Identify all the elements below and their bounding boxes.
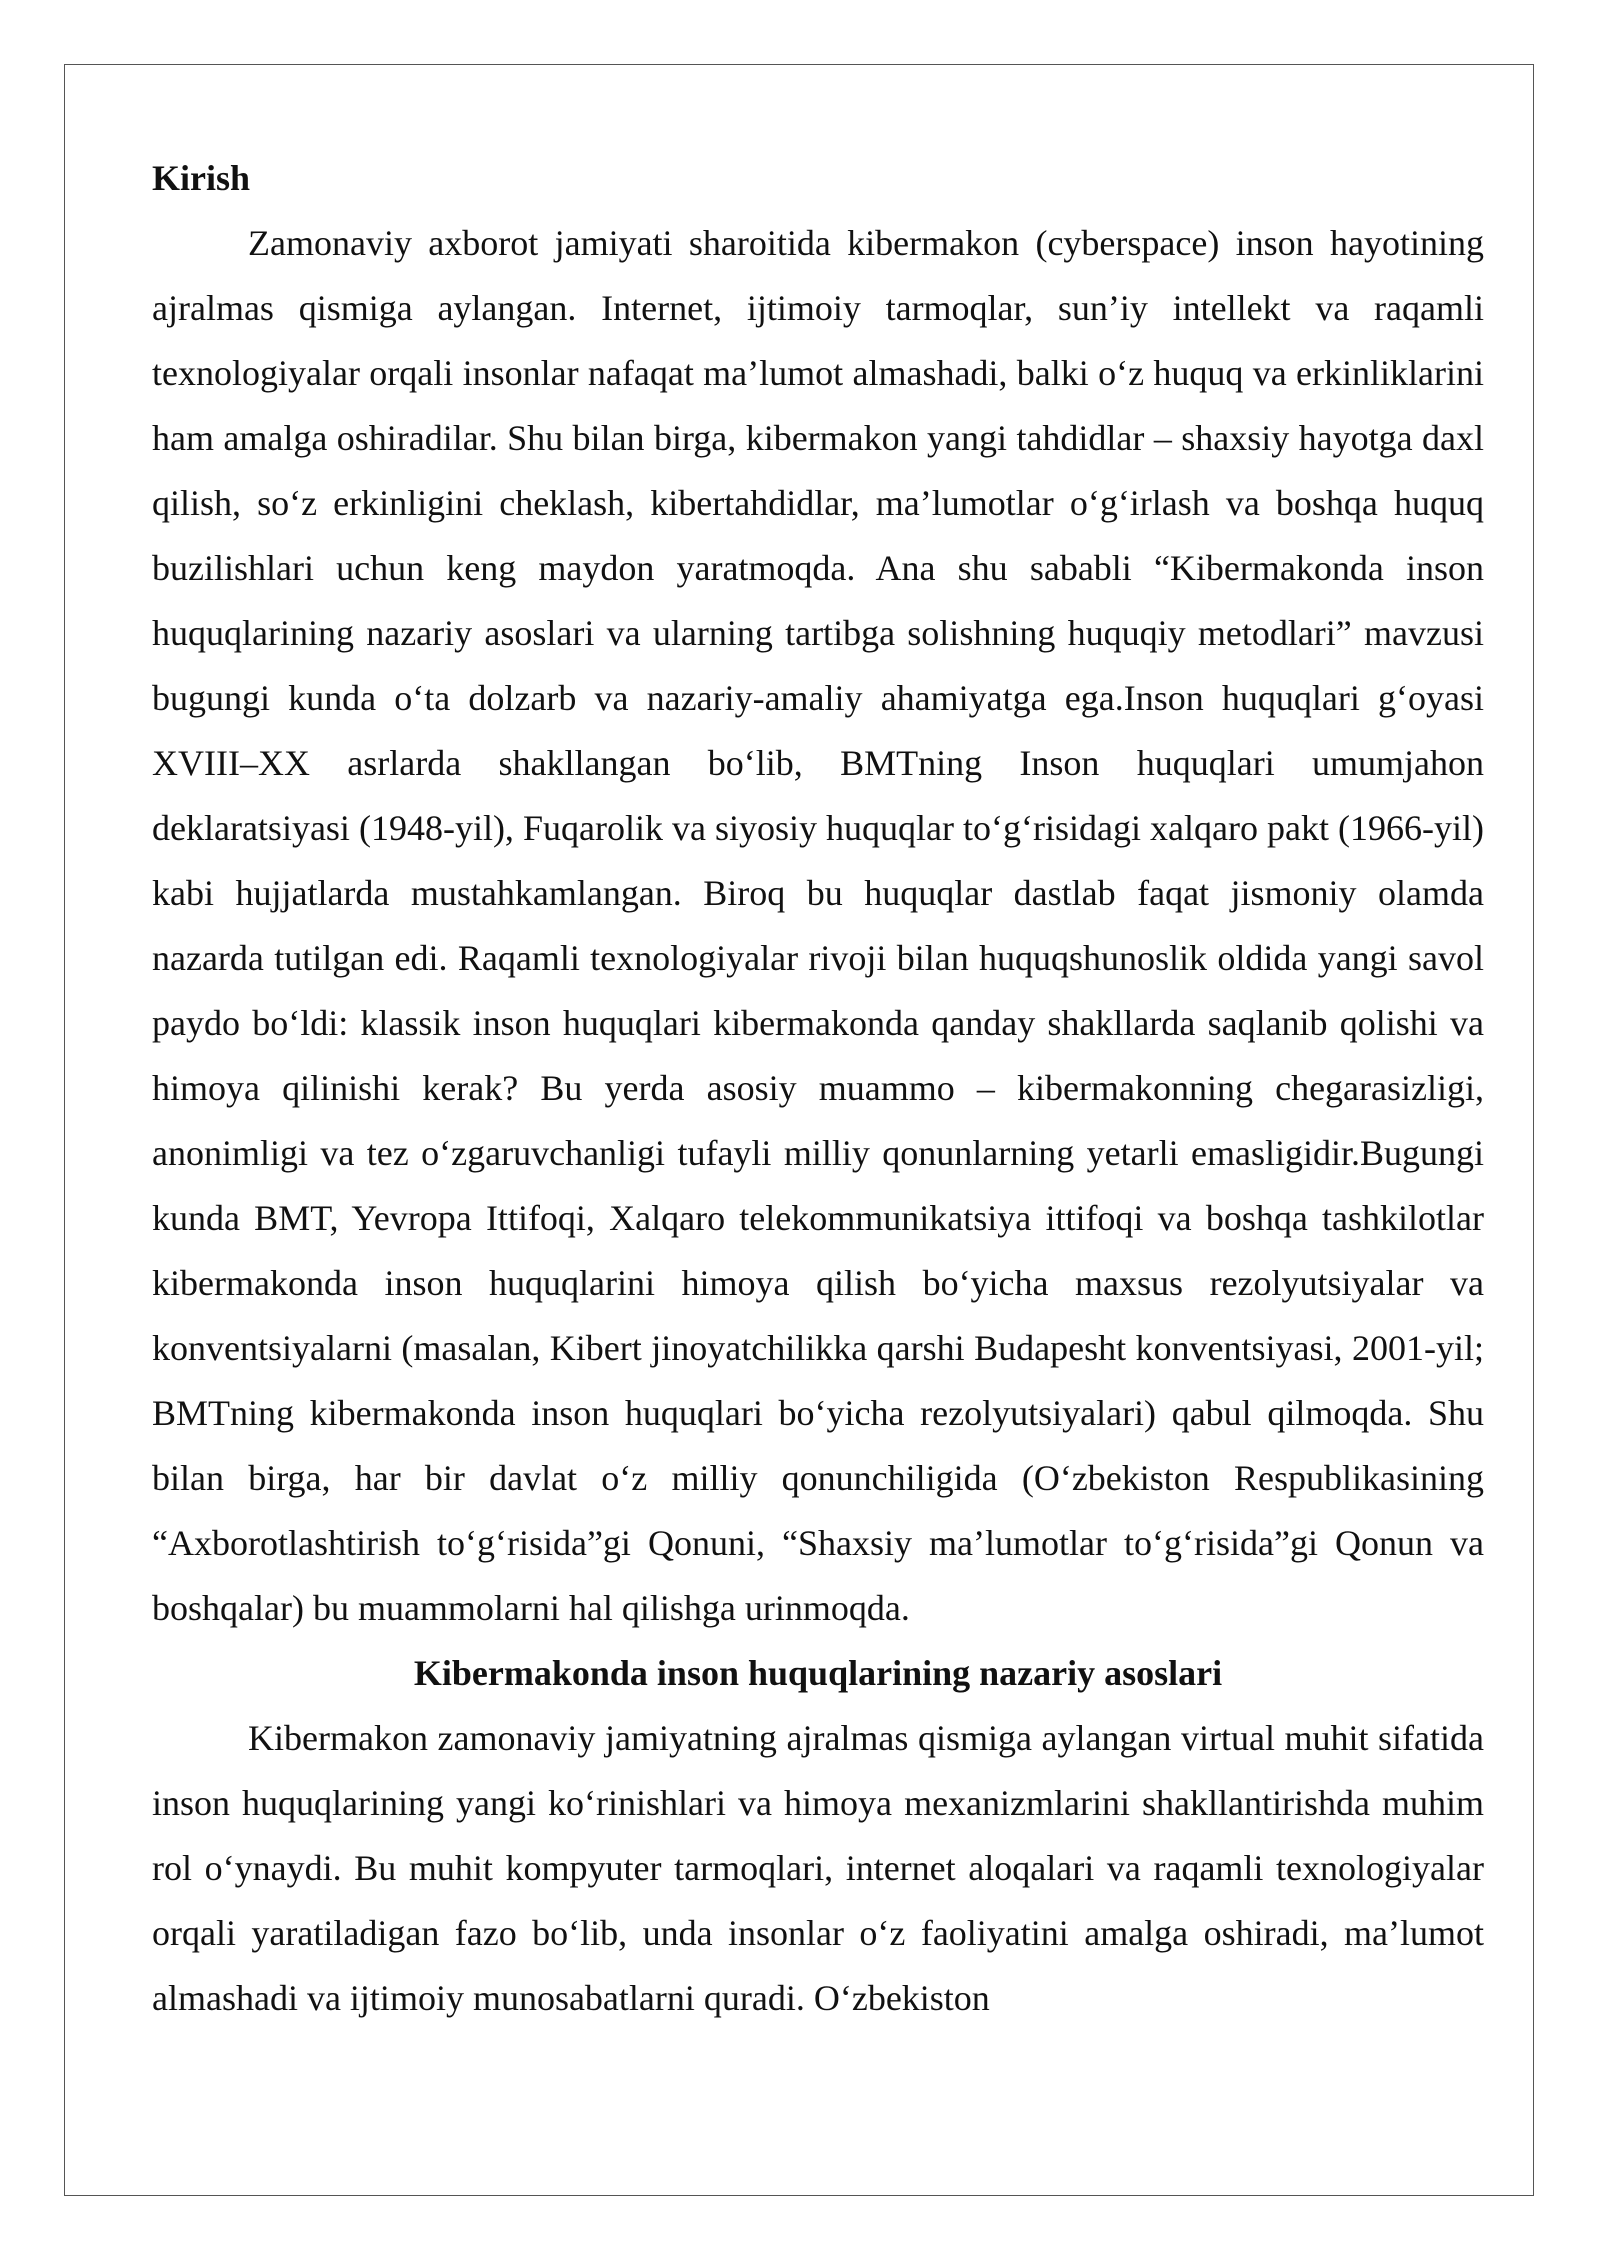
paragraph-intro: Zamonaviy axborot jamiyati sharoitida kibermakon (cyberspace) inson hayotining ajralmas qismiga aylangan. Internet, ijtimoiy tarmoqlar, sun’iy intellekt va raqamli texnologiyalar orqali insonlar nafaqat ma’lumot almashadi, balki o‘z huquq va erkinliklarini ham amalga oshiradilar. Shu bilan birga, kibermakon yangi tahdidlar – shaxsiy hayotga daxl qilish, so‘z erkinligini cheklash, kibertahdidlar, ma’lumotlar o‘g‘irlash va boshqa huquq buzilishlari uchun keng maydon yaratmoqda. Ana shu sababli “Kibermakonda inson huquqlarining nazariy asoslari va ularning tartibga solishning huquqiy metodlari” mavzusi bugungi kunda o‘ta dolzarb va nazariy-amaliy ahamiyatga ega.Inson huquqlari g‘oyasi XVIII–XX asrlarda shakllangan bo‘lib, BMTning Inson huquqlari umumjahon deklaratsiyasi (1948-yil), Fuqarolik va siyosiy huquqlar to‘g‘risidagi xalqaro pakt (1966-yil) kabi hujjatlarda mustahkamlangan. Biroq bu huquqlar dastlab faqat jismoniy olamda nazarda tutilgan edi. Raqamli texnologiyalar rivoji bilan huquqshunoslik oldida yangi savol paydo bo‘ldi: klassik inson huquqlari kibermakonda qanday shakllarda saqlanib qolishi va himoya qilinishi kerak? Bu yerda asosiy muammo – kibermakonning chegarasizligi, anonimligi va tez o‘zgaruvchanligi tufayli milliy qonunlarning yetarli emasligidir.Bugungi kunda BMT, Yevropa Ittifoqi, Xalqaro telekommunikatsiya ittifoqi va boshqa tashkilotlar kibermakonda inson huquqlarini himoya qilish bo‘yicha maxsus rezolyutsiyalar va konventsiyalarni (masalan, Kibert jinoyatchilikka qarshi Budapesht konventsiyasi, 2001-yil; BMTning kibermakonda inson huquqlari bo‘yicha rezolyutsiyalari) qabul qilmoqda. Shu bilan birga, har bir davlat o‘z milliy qonunchiligida (O‘zbekiston Respublikasining “Axborotlashtirish to‘g‘risida”gi Qonuni, “Shaxsiy ma’lumotlar to‘g‘risida”gi Qonun va boshqalar) bu muammolarni hal qilishga urinmoqda. <box>152 223 1484 1628</box>
paragraph-theory: Kibermakon zamonaviy jamiyatning ajralmas qismiga aylangan virtual muhit sifatida inson huquqlarining yangi ko‘rinishlari va himoya mexanizmlarini shakllantirishda muhim rol o‘ynaydi. Bu muhit kompyuter tarmoqlari, internet aloqalari va raqamli texnologiyalar orqali yaratiladigan fazo bo‘lib, unda insonlar o‘z faoliyatini amalga oshiradi, ma’lumot almashadi va ijtimoiy munosabatlarni quradi. O‘zbekiston <box>152 1718 1484 2018</box>
section-heading-theory: Kibermakonda inson huquqlarining nazariy asoslari <box>413 1653 1223 1693</box>
document-body <box>152 146 1484 2031</box>
section-heading-intro: Kirish <box>152 158 251 198</box>
